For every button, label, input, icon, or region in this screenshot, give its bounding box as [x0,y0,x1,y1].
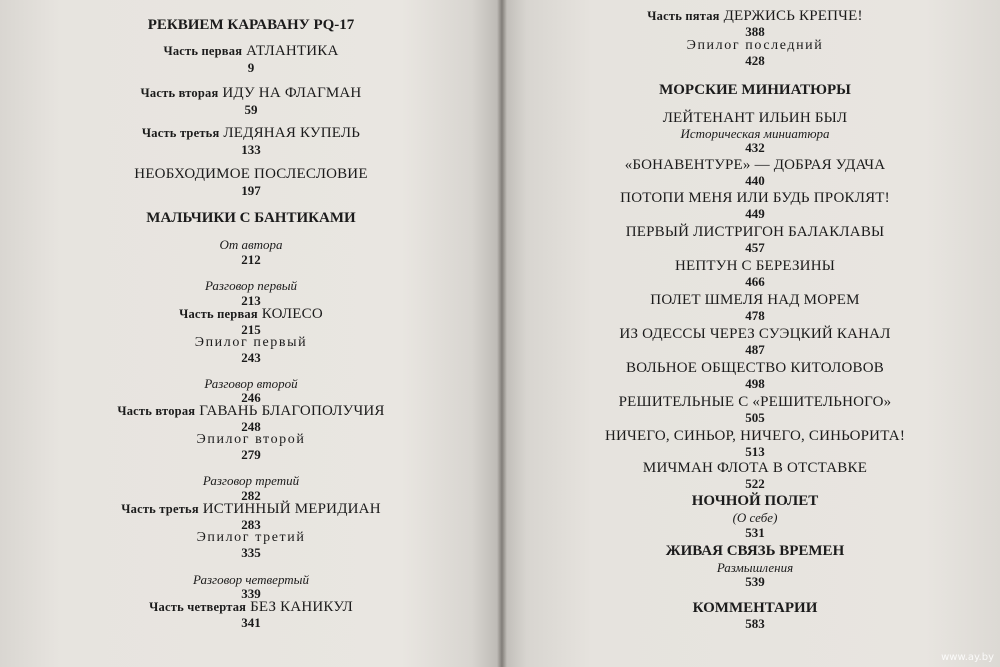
toc-entry-italic: Разговор первый [204,278,298,293]
section-title: МАЛЬЧИКИ С БАНТИКАМИ [146,210,356,226]
book-gutter [497,0,507,667]
page-number: 213 [241,293,261,308]
toc-entry [40,502,462,517]
toc-entry-title: МИЧМАН ФЛОТА В ОТСТАВКЕ [642,460,868,476]
part-label: Часть вторая [140,86,219,100]
toc-entry [40,307,462,322]
toc-entry-title: ПЕРВЫЙ ЛИСТРИГОН БАЛАКЛАВЫ [625,224,885,240]
toc-entry [40,44,462,59]
toc-entry-title: ПОТОПИ МЕНЯ ИЛИ БУДЬ ПРОКЛЯТ! [620,190,890,206]
page-number: 283 [241,517,261,532]
part-title: АТЛАНТИКА [246,43,339,59]
toc-entry-italic: От автора [219,237,283,252]
page-number: 440 [745,173,765,188]
part-label: Часть пятая [647,9,720,23]
page-number: 487 [745,342,765,357]
part-label: Часть первая [179,307,258,321]
section-title: ЖИВАЯ СВЯЗЬ ВРЕМЕН [665,543,845,559]
page-number: 282 [241,488,261,503]
toc-entry-title: ВОЛЬНОЕ ОБЩЕСТВО КИТОЛОВОВ [626,360,884,376]
page-number: 522 [745,476,765,491]
page-number: 478 [745,308,765,323]
page-number: 243 [241,350,261,365]
page-number: 9 [247,60,255,75]
toc-entry-spaced: Эпилог первый [194,335,308,350]
page-number: 498 [745,376,765,391]
section-title: РЕКВИЕМ КАРАВАНУ PQ-17 [147,17,355,33]
page-number: 505 [745,410,765,425]
page-number: 279 [241,447,261,462]
part-label: Часть четвертая [149,600,247,614]
toc-entry-subtitle: Историческая миниатюра [680,126,830,141]
toc-entry-spaced: Эпилог третий [196,530,306,545]
page-number: 428 [745,53,765,68]
part-label: Часть первая [163,44,243,58]
toc-entry [40,126,462,141]
toc-entry-italic: Разговор третий [202,473,300,488]
page-number: 432 [745,140,765,155]
watermark: www.ay.by [941,652,994,663]
toc-entry-title: НЕОБХОДИМОЕ ПОСЛЕСЛОВИЕ [134,166,368,182]
toc-entry-title: ЛЕЙТЕНАНТ ИЛЬИН БЫЛ [662,110,848,126]
toc-entry-subtitle: (О себе) [732,510,778,525]
page-number: 339 [241,586,261,601]
toc-entry [40,86,462,101]
page-number: 133 [241,142,261,157]
toc-entry [550,9,960,24]
toc-entry-spaced: Эпилог второй [196,432,306,447]
toc-entry-title: НИЧЕГО, СИНЬОР, НИЧЕГО, СИНЬОРИТА! [604,428,906,444]
section-title: НОЧНОЙ ПОЛЕТ [691,493,819,509]
page-number: 531 [745,525,765,540]
toc-entry [40,404,462,419]
toc-entry-spaced: Эпилог последний [686,38,824,53]
toc-entry-title: НЕПТУН С БЕРЕЗИНЫ [674,258,836,274]
toc-entry-italic: Разговор второй [204,376,298,391]
page-number: 215 [241,322,261,337]
page-number: 539 [745,574,765,589]
page-number: 59 [244,102,258,117]
toc-entry-title: РЕШИТЕЛЬНЫЕ С «РЕШИТЕЛЬНОГО» [618,394,892,410]
toc-entry [40,600,462,615]
right-page [502,0,1000,667]
part-title: ЛЕДЯНАЯ КУПЕЛЬ [223,125,361,141]
part-title: ГАВАНЬ БЛАГОПОЛУЧИЯ [199,403,385,419]
page-number: 246 [241,390,261,405]
page-number: 388 [745,24,765,39]
part-label: Часть третья [121,502,199,516]
page-number: 457 [745,240,765,255]
toc-entry-subtitle: Размышления [716,560,794,575]
part-title: ИДУ НА ФЛАГМАН [222,85,362,101]
page-number: 335 [241,545,261,560]
page-number: 197 [241,183,261,198]
page-number: 466 [745,274,765,289]
toc-entry-title: ИЗ ОДЕССЫ ЧЕРЕЗ СУЭЦКИЙ КАНАЛ [619,326,891,342]
section-title: МОРСКИЕ МИНИАТЮРЫ [659,82,851,98]
page-number: 248 [241,419,261,434]
toc-entry-title: ПОЛЕТ ШМЕЛЯ НАД МОРЕМ [650,292,860,308]
page-number: 513 [745,444,765,459]
page-number: 449 [745,206,765,221]
part-label: Часть третья [141,126,220,140]
page-number: 212 [241,252,261,267]
toc-entry-title: «БОНАВЕНТУРЕ» — ДОБРАЯ УДАЧА [624,157,886,173]
part-title: КОЛЕСО [261,306,323,322]
part-title: БЕЗ КАНИКУЛ [250,599,353,615]
part-title: ДЕРЖИСЬ КРЕПЧЕ! [723,8,863,24]
toc-entry-italic: Разговор четвертый [193,572,309,587]
part-title: ИСТИННЫЙ МЕРИДИАН [202,501,381,517]
section-title: КОММЕНТАРИИ [692,600,818,616]
page-number: 583 [745,616,765,631]
part-label: Часть вторая [117,404,196,418]
page-number: 341 [241,615,261,630]
